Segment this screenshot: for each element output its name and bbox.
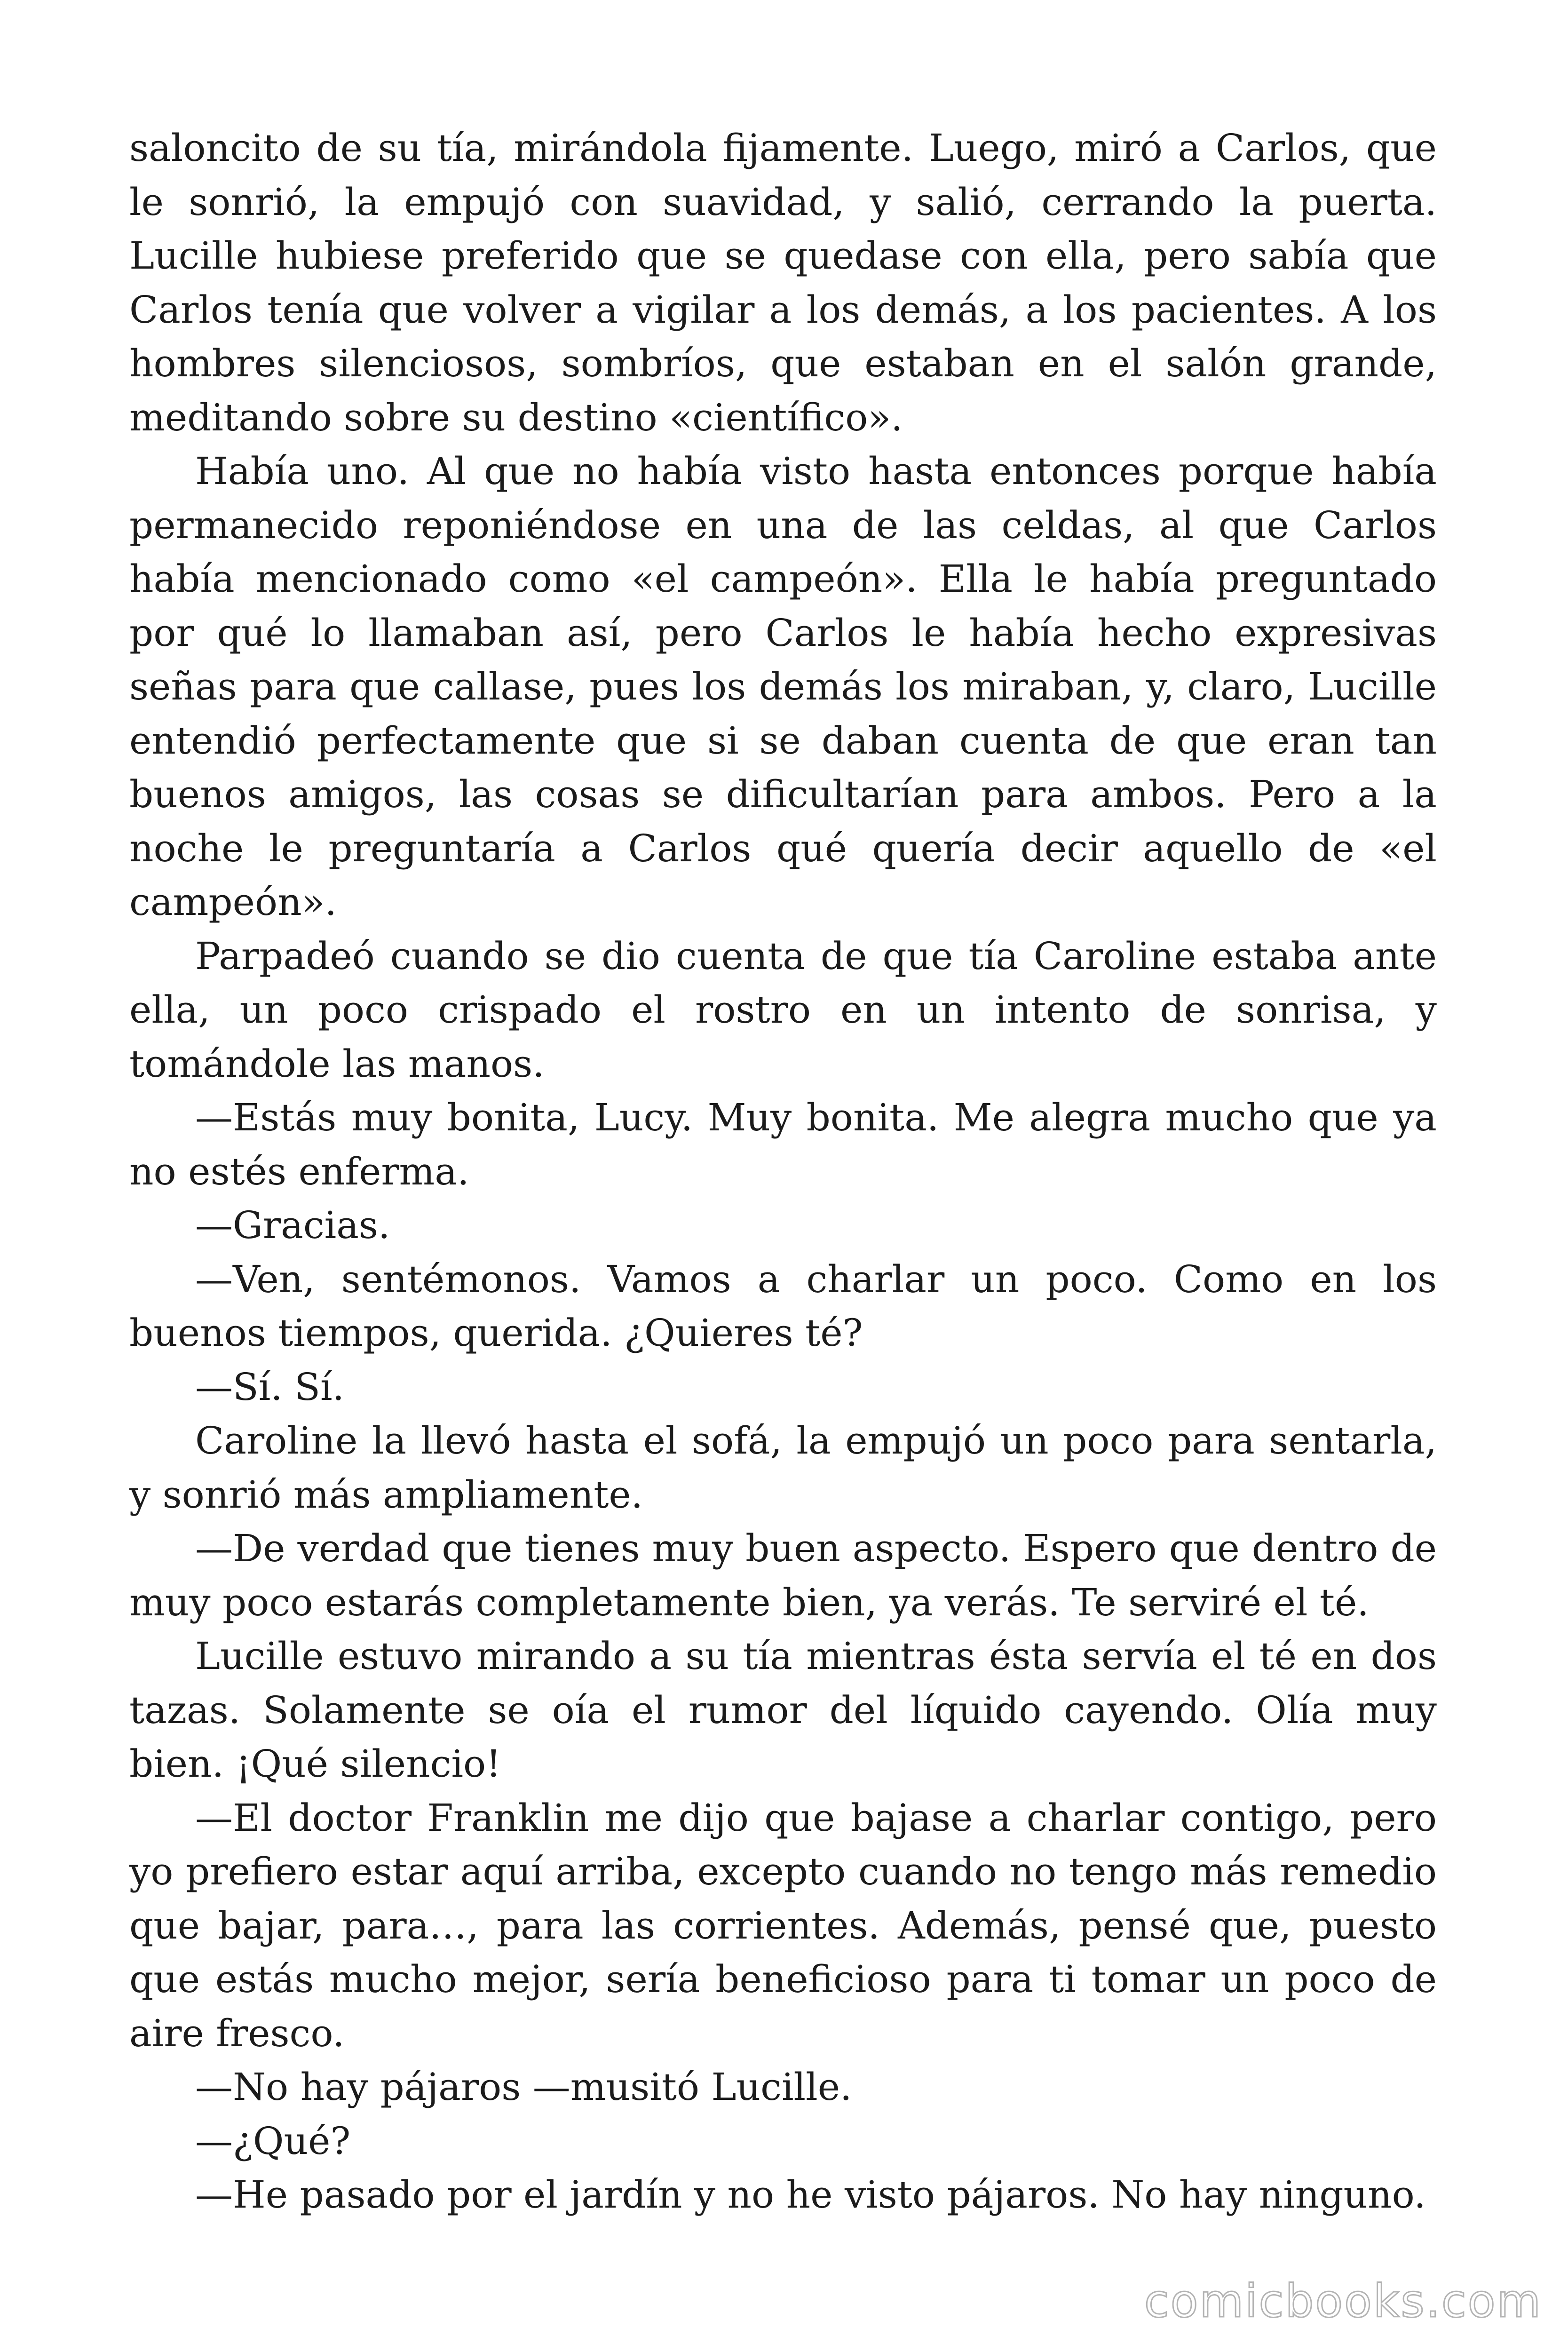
dialogue-line: —Gracias. <box>195 1203 390 1247</box>
dialogue-line: —He pasado por el jardín y no he visto pájaros. No hay ninguno. <box>195 2173 1426 2217</box>
dialogue-line: —El doctor Franklin me dijo que bajase a charlar contigo, pero yo prefiero estar aquí arriba, excepto cuando no tengo más remedio que bajar, para…, para las corrientes. Además, pensé que, puesto que estás mucho mejor, sería beneficioso para ti tomar un poco de aire fresco. <box>129 1796 1437 2055</box>
dialogue-line: —Ven, sentémonos. Vamos a charlar un poco. Como en los buenos tiempos, querida. ¿Quieres té? <box>129 1257 1437 1355</box>
paragraph: Había uno. Al que no había visto hasta entonces porque había permanecido reponiéndose en una de las celdas, al que Carlos había mencionado como «el campeón». Ella le había preguntado por qué lo llamaban así, pero Carlos le había hecho expresivas señas para que callase, pues los demás los miraban, y, claro, Lucille entendió perfectamente que si se daban cuenta de que eran tan buenos amigos, las cosas se dificultarían para ambos. Pero a la noche le preguntaría a Carlos qué quería decir aquello de «el campeón». <box>129 449 1437 924</box>
paragraph: saloncito de su tía, mirándola fijamente. Luego, miró a Carlos, que le sonrió, la empujó con suavidad, y salió, cerrando la puerta. Lucille hubiese preferido que se quedase con ella, pero sabía que Carlos tenía que volver a vigilar a los demás, a los pacientes. A los hombres silenciosos, sombríos, que estaban en el salón grande, meditando sobre su destino «científico». <box>129 126 1437 439</box>
page-text <box>129 121 1437 2222</box>
dialogue-line: —De verdad que tienes muy buen aspecto. Espero que dentro de muy poco estarás completamente bien, ya verás. Te serviré el té. <box>129 1526 1437 1624</box>
paragraph: Lucille estuvo mirando a su tía mientras ésta servía el té en dos tazas. Solamente se oía el rumor del líquido cayendo. Olía muy bien. ¡Qué silencio! <box>129 1634 1437 1786</box>
dialogue-line: —Estás muy bonita, Lucy. Muy bonita. Me alegra mucho que ya no estés enferma. <box>129 1096 1437 1193</box>
dialogue-line: —¿Qué? <box>195 2119 351 2163</box>
paragraph: Parpadeó cuando se dio cuenta de que tía Caroline estaba ante ella, un poco crispado el rostro en un intento de sonrisa, y tomándole las manos. <box>129 934 1437 1086</box>
paragraph: Caroline la llevó hasta el sofá, la empujó un poco para sentarla, y sonrió más ampliamente. <box>129 1419 1437 1517</box>
dialogue-line: —No hay pájaros —musitó Lucille. <box>195 2065 852 2109</box>
watermark: comicbooks.com <box>1144 2275 1542 2328</box>
dialogue-line: —Sí. Sí. <box>195 1365 345 1409</box>
